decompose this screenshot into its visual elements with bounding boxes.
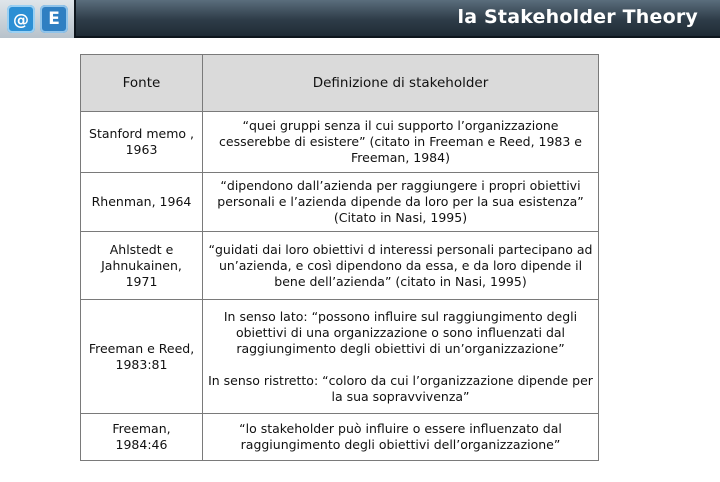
stakeholder-definitions-table: [80, 54, 599, 461]
definition-cell: “guidati dai loro obiettivi d interessi personali partecipano ad un’azienda, e così dipendono da essa, e da loro dipende il bene dell’azienda” (citato in Nasi, 1995): [203, 232, 599, 300]
table-header-row: [81, 55, 599, 112]
table-row: [81, 300, 599, 414]
definition-narrow: In senso ristretto: “coloro da cui l’organizzazione dipende per la sua sopravvivenza”: [208, 372, 593, 404]
definition-cell: [203, 300, 599, 414]
source-cell: Rhenman, 1964: [81, 173, 203, 232]
table-row: [81, 414, 599, 461]
circle-logo-icon: @: [7, 5, 35, 33]
header-bar: [0, 0, 720, 38]
header-fonte: Fonte: [81, 55, 203, 112]
table-row: [81, 112, 599, 173]
definition-cell: “dipendono dall’azienda per raggiungere i propri obiettivi personali e l’azienda dipende da loro per la sua esistenza” (Citato in Nasi, 1995): [203, 173, 599, 232]
source-cell: Freeman, 1984:46: [81, 414, 203, 461]
source-cell: Stanford memo , 1963: [81, 112, 203, 173]
letter-e-logo-icon: E: [40, 5, 68, 33]
table-row: [81, 173, 599, 232]
logo-area: [0, 0, 76, 38]
source-cell: Freeman e Reed, 1983:81: [81, 300, 203, 414]
table-row: [81, 232, 599, 300]
header-definizione: Definizione di stakeholder: [203, 55, 599, 112]
page-title: la Stakeholder Theory: [457, 6, 698, 28]
definition-cell: “quei gruppi senza il cui supporto l’organizzazione cesserebbe di esistere” (citato in Freeman e Reed, 1983 e Freeman, 1984): [203, 112, 599, 173]
definition-broad: In senso lato: “possono influire sul raggiungimento degli obiettivi di una organizzazione o sono influenzati dal raggiungimento degli obiettivi di un’organizzazione”: [223, 308, 578, 356]
definition-cell: “lo stakeholder può influire o essere influenzato dal raggiungimento degli obiettivi dell’organizzazione”: [203, 414, 599, 461]
source-cell: Ahlstedt e Jahnukainen, 1971: [81, 232, 203, 300]
